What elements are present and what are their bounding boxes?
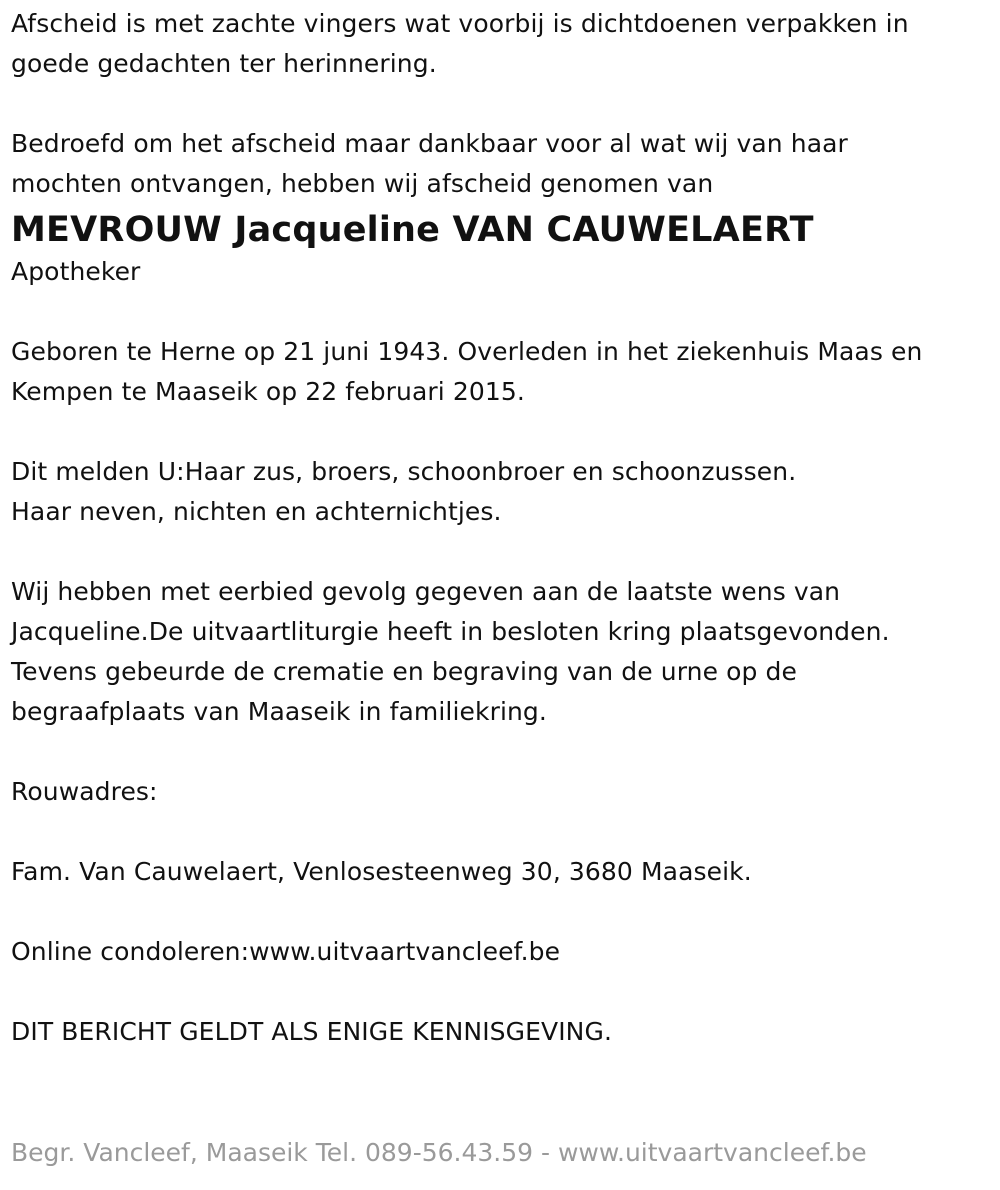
deceased-profession: Apotheker bbox=[11, 257, 141, 286]
spacer bbox=[11, 732, 988, 772]
grief-line-1: Bedroefd om het afscheid maar dankbaar voor al wat wij van haar bbox=[11, 129, 848, 158]
intro-line-1: Afscheid is met zachte vingers wat voorbij is dichtdoenen verpakken in bbox=[11, 9, 909, 38]
deceased-name: MEVROUW Jacqueline VAN CAUWELAERT bbox=[11, 210, 814, 250]
spacer bbox=[11, 532, 988, 572]
address-value: Fam. Van Cauwelaert, Venlosesteenweg 30, 3680 Maaseik. bbox=[11, 857, 752, 886]
spacer bbox=[11, 292, 988, 332]
wishes-line-1: Wij hebben met eerbied gevolg gegeven aan de laatste wens van bbox=[11, 577, 841, 606]
spacer bbox=[11, 84, 988, 124]
footer-credit: Begr. Vancleef, Maaseik Tel. 089-56.43.59 - www.uitvaartvancleef.be bbox=[11, 1138, 867, 1167]
birth-death-line-2: Kempen te Maaseik op 22 februari 2015. bbox=[11, 377, 525, 406]
condolences-text: Online condoleren:www.uitvaartvancleef.be bbox=[11, 937, 561, 966]
grief-line-2: mochten ontvangen, hebben wij afscheid genomen van bbox=[11, 169, 714, 198]
announced-by-line-1: Dit melden U:Haar zus, broers, schoonbroer en schoonzussen. bbox=[11, 457, 797, 486]
announced-by-line-2: Haar neven, nichten en achternichtjes. bbox=[11, 497, 502, 526]
address-label: Rouwadres: bbox=[11, 777, 158, 806]
notice-text: DIT BERICHT GELDT ALS ENIGE KENNISGEVING. bbox=[11, 1017, 612, 1046]
birth-death-line-1: Geboren te Herne op 21 juni 1943. Overleden in het ziekenhuis Maas en bbox=[11, 337, 923, 366]
wishes-line-4: begraafplaats van Maaseik in familiekring. bbox=[11, 697, 547, 726]
intro-line-2: goede gedachten ter herinnering. bbox=[11, 49, 437, 78]
spacer bbox=[11, 892, 988, 932]
spacer bbox=[11, 412, 988, 452]
spacer bbox=[11, 812, 988, 852]
wishes-line-3: Tevens gebeurde de crematie en begraving van de urne op de bbox=[11, 657, 797, 686]
wishes-line-2: Jacqueline.De uitvaartliturgie heeft in besloten kring plaatsgevonden. bbox=[11, 617, 890, 646]
spacer bbox=[11, 972, 988, 1012]
